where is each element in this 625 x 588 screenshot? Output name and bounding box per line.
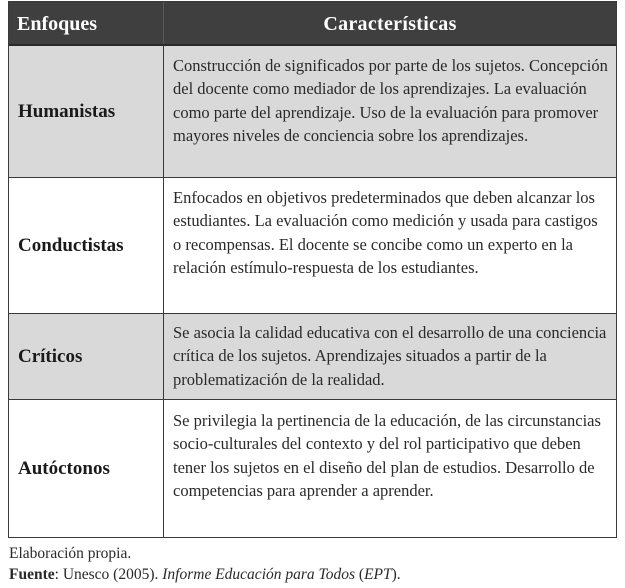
enfoque-cell: Conductistas [9, 178, 164, 313]
caracteristicas-cell: Se privilegia la pertinencia de la educación, de las circunstancias socio-culturales del contexto y del rol participativo que deben tener los sujetos en el diseño del plan de estudios. Desarrollo de competencias para aprender a aprender. [173, 411, 601, 500]
fuente-label: Fuente [9, 566, 55, 583]
enfoque-cell: Autóctonos [9, 400, 164, 537]
table-header [9, 2, 616, 46]
header-caracteristicas: Características [323, 13, 457, 35]
fuente-end: ). [391, 566, 401, 583]
approaches-table [8, 1, 617, 538]
fuente-text: : Unesco (2005). [54, 566, 163, 583]
table-row-conductistas [9, 178, 616, 314]
fuente-abbr: EPT [364, 566, 392, 583]
elaboracion-note: Elaboración propia. [9, 545, 132, 562]
fuente-paren-open: ( [355, 566, 365, 583]
caracteristicas-cell: Construcción de significados por parte de los sujetos. Concepción del docente como mediador de los aprendizajes. La evaluación como parte del aprendizaje. Uso de la evaluación para promover mayores niveles de conciencia sobre los aprendizajes. [173, 56, 608, 145]
source-note [9, 564, 401, 585]
table-row-autoctonos [9, 400, 616, 537]
caracteristicas-cell: Se asocia la calidad educativa con el desarrollo de una conciencia crítica de los sujetos. Aprendizajes situados a partir de la problematización de la realidad. [173, 323, 607, 389]
fuente-title: Informe Educación para Todos [162, 566, 356, 583]
table-row-humanistas [9, 46, 616, 178]
enfoque-cell: Críticos [9, 314, 164, 399]
table-row-criticos [9, 314, 616, 400]
table-footer [9, 543, 401, 585]
header-enfoques: Enfoques [9, 2, 164, 44]
caracteristicas-cell: Enfocados en objetivos predeterminados que deben alcanzar los estudiantes. La evaluación como medición y usada para castigos o recompensas. El docente se concibe como un experto en la relación estímulo-respuesta de los estudiantes. [173, 188, 598, 277]
enfoque-cell: Humanistas [9, 46, 164, 177]
